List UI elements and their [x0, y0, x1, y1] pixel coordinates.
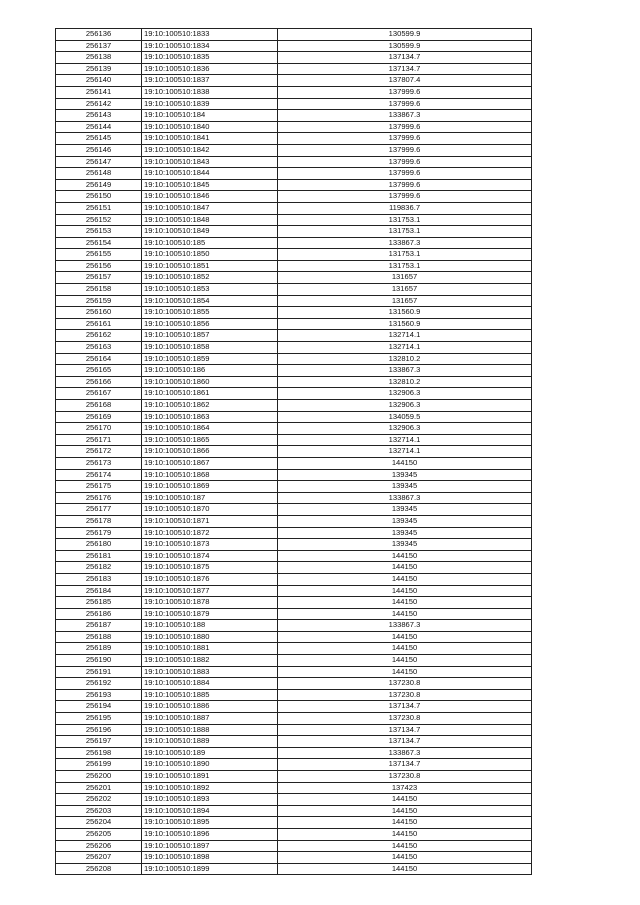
- table-row: [56, 411, 532, 423]
- table-row: [56, 52, 532, 64]
- value-cell: 144150: [278, 794, 532, 806]
- timestamp-cell: 19:10:100510:1874: [142, 550, 278, 562]
- timestamp-cell: 19:10:100510:1873: [142, 539, 278, 551]
- id-cell: 256198: [56, 747, 142, 759]
- value-cell: 144150: [278, 550, 532, 562]
- table-row: [56, 179, 532, 191]
- id-cell: 256191: [56, 666, 142, 678]
- timestamp-cell: 19:10:100510:1837: [142, 75, 278, 87]
- timestamp-cell: 19:10:100510:1862: [142, 400, 278, 412]
- timestamp-cell: 19:10:100510:184: [142, 110, 278, 122]
- table-row: [56, 747, 532, 759]
- value-cell: 132906.3: [278, 388, 532, 400]
- value-cell: 132810.2: [278, 353, 532, 365]
- id-cell: 256137: [56, 40, 142, 52]
- id-cell: 256175: [56, 481, 142, 493]
- value-cell: 137999.6: [278, 144, 532, 156]
- id-cell: 256163: [56, 342, 142, 354]
- value-cell: 131753.1: [278, 214, 532, 226]
- value-cell: 137999.6: [278, 168, 532, 180]
- value-cell: 139345: [278, 527, 532, 539]
- table-row: [56, 759, 532, 771]
- timestamp-cell: 19:10:100510:1877: [142, 585, 278, 597]
- value-cell: 144150: [278, 805, 532, 817]
- timestamp-cell: 19:10:100510:1890: [142, 759, 278, 771]
- timestamp-cell: 19:10:100510:1869: [142, 481, 278, 493]
- timestamp-cell: 19:10:100510:1899: [142, 863, 278, 875]
- id-cell: 256143: [56, 110, 142, 122]
- id-cell: 256202: [56, 794, 142, 806]
- value-cell: 132810.2: [278, 376, 532, 388]
- table-row: [56, 655, 532, 667]
- table-row: [56, 214, 532, 226]
- value-cell: 133867.3: [278, 492, 532, 504]
- table-row: [56, 828, 532, 840]
- timestamp-cell: 19:10:100510:1897: [142, 840, 278, 852]
- value-cell: 137999.6: [278, 191, 532, 203]
- table-row: [56, 492, 532, 504]
- data-sheet: [55, 28, 531, 875]
- id-cell: 256186: [56, 608, 142, 620]
- value-cell: 139345: [278, 481, 532, 493]
- timestamp-cell: 19:10:100510:188: [142, 620, 278, 632]
- timestamp-cell: 19:10:100510:189: [142, 747, 278, 759]
- timestamp-cell: 19:10:100510:1840: [142, 121, 278, 133]
- value-cell: 144150: [278, 457, 532, 469]
- value-cell: 144150: [278, 631, 532, 643]
- table-row: [56, 643, 532, 655]
- value-cell: 137999.6: [278, 121, 532, 133]
- timestamp-cell: 19:10:100510:187: [142, 492, 278, 504]
- value-cell: 144150: [278, 817, 532, 829]
- timestamp-cell: 19:10:100510:1833: [142, 29, 278, 41]
- value-cell: 144150: [278, 863, 532, 875]
- id-cell: 256167: [56, 388, 142, 400]
- value-cell: 132714.1: [278, 330, 532, 342]
- id-cell: 256181: [56, 550, 142, 562]
- timestamp-cell: 19:10:100510:1868: [142, 469, 278, 481]
- table-row: [56, 597, 532, 609]
- timestamp-cell: 19:10:100510:1884: [142, 678, 278, 690]
- table-row: [56, 852, 532, 864]
- table-row: [56, 689, 532, 701]
- table-row: [56, 446, 532, 458]
- table-row: [56, 527, 532, 539]
- table-row: [56, 840, 532, 852]
- table-row: [56, 63, 532, 75]
- id-cell: 256153: [56, 226, 142, 238]
- table-row: [56, 620, 532, 632]
- value-cell: 133867.3: [278, 620, 532, 632]
- id-cell: 256151: [56, 202, 142, 214]
- id-cell: 256174: [56, 469, 142, 481]
- timestamp-cell: 19:10:100510:1893: [142, 794, 278, 806]
- table-row: [56, 226, 532, 238]
- table-row: [56, 156, 532, 168]
- id-cell: 256173: [56, 457, 142, 469]
- timestamp-cell: 19:10:100510:1876: [142, 573, 278, 585]
- table-row: [56, 133, 532, 145]
- value-cell: 131657: [278, 272, 532, 284]
- id-cell: 256177: [56, 504, 142, 516]
- timestamp-cell: 19:10:100510:1847: [142, 202, 278, 214]
- value-cell: 144150: [278, 828, 532, 840]
- timestamp-cell: 19:10:100510:1872: [142, 527, 278, 539]
- timestamp-cell: 19:10:100510:1883: [142, 666, 278, 678]
- table-row: [56, 573, 532, 585]
- value-cell: 144150: [278, 655, 532, 667]
- timestamp-cell: 19:10:100510:1858: [142, 342, 278, 354]
- timestamp-cell: 19:10:100510:1866: [142, 446, 278, 458]
- timestamp-cell: 19:10:100510:186: [142, 365, 278, 377]
- value-cell: 137423: [278, 782, 532, 794]
- table-row: [56, 295, 532, 307]
- id-cell: 256160: [56, 307, 142, 319]
- id-cell: 256192: [56, 678, 142, 690]
- table-row: [56, 86, 532, 98]
- timestamp-cell: 19:10:100510:1889: [142, 736, 278, 748]
- timestamp-cell: 19:10:100510:1888: [142, 724, 278, 736]
- id-cell: 256188: [56, 631, 142, 643]
- id-cell: 256183: [56, 573, 142, 585]
- timestamp-cell: 19:10:100510:1886: [142, 701, 278, 713]
- timestamp-cell: 19:10:100510:1865: [142, 434, 278, 446]
- value-cell: 144150: [278, 852, 532, 864]
- id-cell: 256145: [56, 133, 142, 145]
- timestamp-cell: 19:10:100510:1879: [142, 608, 278, 620]
- id-cell: 256165: [56, 365, 142, 377]
- table-row: [56, 481, 532, 493]
- timestamp-cell: 19:10:100510:1894: [142, 805, 278, 817]
- id-cell: 256139: [56, 63, 142, 75]
- timestamp-cell: 19:10:100510:185: [142, 237, 278, 249]
- value-cell: 133867.3: [278, 110, 532, 122]
- id-cell: 256152: [56, 214, 142, 226]
- table-row: [56, 608, 532, 620]
- id-cell: 256184: [56, 585, 142, 597]
- table-row: [56, 736, 532, 748]
- table-row: [56, 365, 532, 377]
- value-cell: 137134.7: [278, 736, 532, 748]
- id-cell: 256190: [56, 655, 142, 667]
- table-row: [56, 284, 532, 296]
- value-cell: 133867.3: [278, 237, 532, 249]
- value-cell: 137230.8: [278, 713, 532, 725]
- id-cell: 256193: [56, 689, 142, 701]
- value-cell: 131560.9: [278, 307, 532, 319]
- id-cell: 256144: [56, 121, 142, 133]
- value-cell: 137134.7: [278, 52, 532, 64]
- table-row: [56, 701, 532, 713]
- value-cell: 133867.3: [278, 365, 532, 377]
- table-row: [56, 585, 532, 597]
- table-row: [56, 376, 532, 388]
- value-cell: 144150: [278, 608, 532, 620]
- table-row: [56, 330, 532, 342]
- timestamp-cell: 19:10:100510:1882: [142, 655, 278, 667]
- value-cell: 144150: [278, 840, 532, 852]
- id-cell: 256205: [56, 828, 142, 840]
- value-cell: 137999.6: [278, 86, 532, 98]
- table-row: [56, 144, 532, 156]
- timestamp-cell: 19:10:100510:1851: [142, 260, 278, 272]
- timestamp-cell: 19:10:100510:1842: [142, 144, 278, 156]
- value-cell: 144150: [278, 562, 532, 574]
- value-cell: 130599.9: [278, 29, 532, 41]
- id-cell: 256154: [56, 237, 142, 249]
- value-cell: 137134.7: [278, 724, 532, 736]
- value-cell: 137230.8: [278, 678, 532, 690]
- timestamp-cell: 19:10:100510:1855: [142, 307, 278, 319]
- table-row: [56, 863, 532, 875]
- value-cell: 144150: [278, 666, 532, 678]
- value-cell: 139345: [278, 504, 532, 516]
- table-row: [56, 353, 532, 365]
- table-row: [56, 260, 532, 272]
- value-cell: 144150: [278, 585, 532, 597]
- timestamp-cell: 19:10:100510:1864: [142, 423, 278, 435]
- timestamp-cell: 19:10:100510:1839: [142, 98, 278, 110]
- table-row: [56, 631, 532, 643]
- value-cell: 132906.3: [278, 423, 532, 435]
- value-cell: 137134.7: [278, 63, 532, 75]
- value-cell: 137807.4: [278, 75, 532, 87]
- timestamp-cell: 19:10:100510:1834: [142, 40, 278, 52]
- timestamp-cell: 19:10:100510:1845: [142, 179, 278, 191]
- table-row: [56, 237, 532, 249]
- value-cell: 132714.1: [278, 446, 532, 458]
- table-row: [56, 307, 532, 319]
- timestamp-cell: 19:10:100510:1852: [142, 272, 278, 284]
- table-row: [56, 249, 532, 261]
- timestamp-cell: 19:10:100510:1853: [142, 284, 278, 296]
- id-cell: 256176: [56, 492, 142, 504]
- timestamp-cell: 19:10:100510:1854: [142, 295, 278, 307]
- table-row: [56, 678, 532, 690]
- value-cell: 130599.9: [278, 40, 532, 52]
- value-cell: 139345: [278, 539, 532, 551]
- timestamp-cell: 19:10:100510:1860: [142, 376, 278, 388]
- id-cell: 256200: [56, 771, 142, 783]
- table-row: [56, 202, 532, 214]
- id-cell: 256141: [56, 86, 142, 98]
- timestamp-cell: 19:10:100510:1850: [142, 249, 278, 261]
- timestamp-cell: 19:10:100510:1848: [142, 214, 278, 226]
- timestamp-cell: 19:10:100510:1849: [142, 226, 278, 238]
- timestamp-cell: 19:10:100510:1867: [142, 457, 278, 469]
- timestamp-cell: 19:10:100510:1875: [142, 562, 278, 574]
- id-cell: 256168: [56, 400, 142, 412]
- id-cell: 256208: [56, 863, 142, 875]
- id-cell: 256199: [56, 759, 142, 771]
- id-cell: 256147: [56, 156, 142, 168]
- id-cell: 256194: [56, 701, 142, 713]
- id-cell: 256189: [56, 643, 142, 655]
- timestamp-cell: 19:10:100510:1838: [142, 86, 278, 98]
- id-cell: 256203: [56, 805, 142, 817]
- id-cell: 256197: [56, 736, 142, 748]
- value-cell: 137134.7: [278, 701, 532, 713]
- value-cell: 137999.6: [278, 179, 532, 191]
- id-cell: 256170: [56, 423, 142, 435]
- table-row: [56, 805, 532, 817]
- timestamp-cell: 19:10:100510:1863: [142, 411, 278, 423]
- id-cell: 256201: [56, 782, 142, 794]
- timestamp-cell: 19:10:100510:1898: [142, 852, 278, 864]
- table-row: [56, 318, 532, 330]
- value-cell: 133867.3: [278, 747, 532, 759]
- table-row: [56, 504, 532, 516]
- id-cell: 256187: [56, 620, 142, 632]
- timestamp-cell: 19:10:100510:1892: [142, 782, 278, 794]
- value-cell: 131753.1: [278, 260, 532, 272]
- value-cell: 132714.1: [278, 434, 532, 446]
- timestamp-cell: 19:10:100510:1846: [142, 191, 278, 203]
- value-cell: 139345: [278, 515, 532, 527]
- id-cell: 256159: [56, 295, 142, 307]
- table-row: [56, 550, 532, 562]
- timestamp-cell: 19:10:100510:1857: [142, 330, 278, 342]
- id-cell: 256164: [56, 353, 142, 365]
- id-cell: 256161: [56, 318, 142, 330]
- timestamp-cell: 19:10:100510:1887: [142, 713, 278, 725]
- id-cell: 256166: [56, 376, 142, 388]
- timestamp-cell: 19:10:100510:1835: [142, 52, 278, 64]
- timestamp-cell: 19:10:100510:1871: [142, 515, 278, 527]
- table-row: [56, 110, 532, 122]
- id-cell: 256136: [56, 29, 142, 41]
- id-cell: 256158: [56, 284, 142, 296]
- id-cell: 256195: [56, 713, 142, 725]
- value-cell: 131753.1: [278, 249, 532, 261]
- value-cell: 134059.5: [278, 411, 532, 423]
- timestamp-cell: 19:10:100510:1896: [142, 828, 278, 840]
- value-cell: 144150: [278, 597, 532, 609]
- timestamp-cell: 19:10:100510:1841: [142, 133, 278, 145]
- table-row: [56, 423, 532, 435]
- value-cell: 137134.7: [278, 759, 532, 771]
- table-row: [56, 515, 532, 527]
- table-row: [56, 388, 532, 400]
- id-cell: 256138: [56, 52, 142, 64]
- table-row: [56, 98, 532, 110]
- id-cell: 256146: [56, 144, 142, 156]
- timestamp-cell: 19:10:100510:1885: [142, 689, 278, 701]
- table-row: [56, 771, 532, 783]
- id-cell: 256140: [56, 75, 142, 87]
- table-row: [56, 562, 532, 574]
- value-cell: 144150: [278, 573, 532, 585]
- value-cell: 132714.1: [278, 342, 532, 354]
- table-row: [56, 168, 532, 180]
- id-cell: 256142: [56, 98, 142, 110]
- table-row: [56, 782, 532, 794]
- table-row: [56, 191, 532, 203]
- timestamp-cell: 19:10:100510:1844: [142, 168, 278, 180]
- id-cell: 256150: [56, 191, 142, 203]
- id-cell: 256178: [56, 515, 142, 527]
- value-cell: 137999.6: [278, 133, 532, 145]
- id-cell: 256156: [56, 260, 142, 272]
- value-cell: 131753.1: [278, 226, 532, 238]
- timestamp-cell: 19:10:100510:1843: [142, 156, 278, 168]
- value-cell: 119836.7: [278, 202, 532, 214]
- table-row: [56, 539, 532, 551]
- table-row: [56, 713, 532, 725]
- id-cell: 256155: [56, 249, 142, 261]
- value-cell: 139345: [278, 469, 532, 481]
- timestamp-cell: 19:10:100510:1878: [142, 597, 278, 609]
- id-cell: 256179: [56, 527, 142, 539]
- id-cell: 256169: [56, 411, 142, 423]
- value-cell: 137999.6: [278, 156, 532, 168]
- timestamp-cell: 19:10:100510:1861: [142, 388, 278, 400]
- table-row: [56, 342, 532, 354]
- value-cell: 131657: [278, 284, 532, 296]
- id-cell: 256149: [56, 179, 142, 191]
- table-row: [56, 666, 532, 678]
- id-cell: 256207: [56, 852, 142, 864]
- timestamp-cell: 19:10:100510:1880: [142, 631, 278, 643]
- table-row: [56, 400, 532, 412]
- table-row: [56, 40, 532, 52]
- value-cell: 132906.3: [278, 400, 532, 412]
- table-body: [56, 29, 532, 875]
- timestamp-cell: 19:10:100510:1891: [142, 771, 278, 783]
- value-cell: 137230.8: [278, 689, 532, 701]
- table-row: [56, 794, 532, 806]
- timestamp-cell: 19:10:100510:1856: [142, 318, 278, 330]
- table-row: [56, 457, 532, 469]
- value-cell: 131560.9: [278, 318, 532, 330]
- table-row: [56, 434, 532, 446]
- id-cell: 256172: [56, 446, 142, 458]
- id-cell: 256171: [56, 434, 142, 446]
- value-cell: 131657: [278, 295, 532, 307]
- value-cell: 144150: [278, 643, 532, 655]
- id-cell: 256182: [56, 562, 142, 574]
- timestamp-cell: 19:10:100510:1881: [142, 643, 278, 655]
- id-cell: 256180: [56, 539, 142, 551]
- timestamp-cell: 19:10:100510:1870: [142, 504, 278, 516]
- id-cell: 256206: [56, 840, 142, 852]
- table-row: [56, 817, 532, 829]
- id-cell: 256185: [56, 597, 142, 609]
- value-cell: 137230.8: [278, 771, 532, 783]
- table-row: [56, 121, 532, 133]
- timestamp-cell: 19:10:100510:1836: [142, 63, 278, 75]
- id-cell: 256148: [56, 168, 142, 180]
- timestamp-cell: 19:10:100510:1895: [142, 817, 278, 829]
- timestamp-cell: 19:10:100510:1859: [142, 353, 278, 365]
- table-row: [56, 469, 532, 481]
- id-cell: 256157: [56, 272, 142, 284]
- data-table: [55, 28, 532, 875]
- id-cell: 256162: [56, 330, 142, 342]
- table-row: [56, 724, 532, 736]
- table-row: [56, 75, 532, 87]
- table-row: [56, 272, 532, 284]
- value-cell: 137999.6: [278, 98, 532, 110]
- id-cell: 256204: [56, 817, 142, 829]
- table-row: [56, 29, 532, 41]
- id-cell: 256196: [56, 724, 142, 736]
